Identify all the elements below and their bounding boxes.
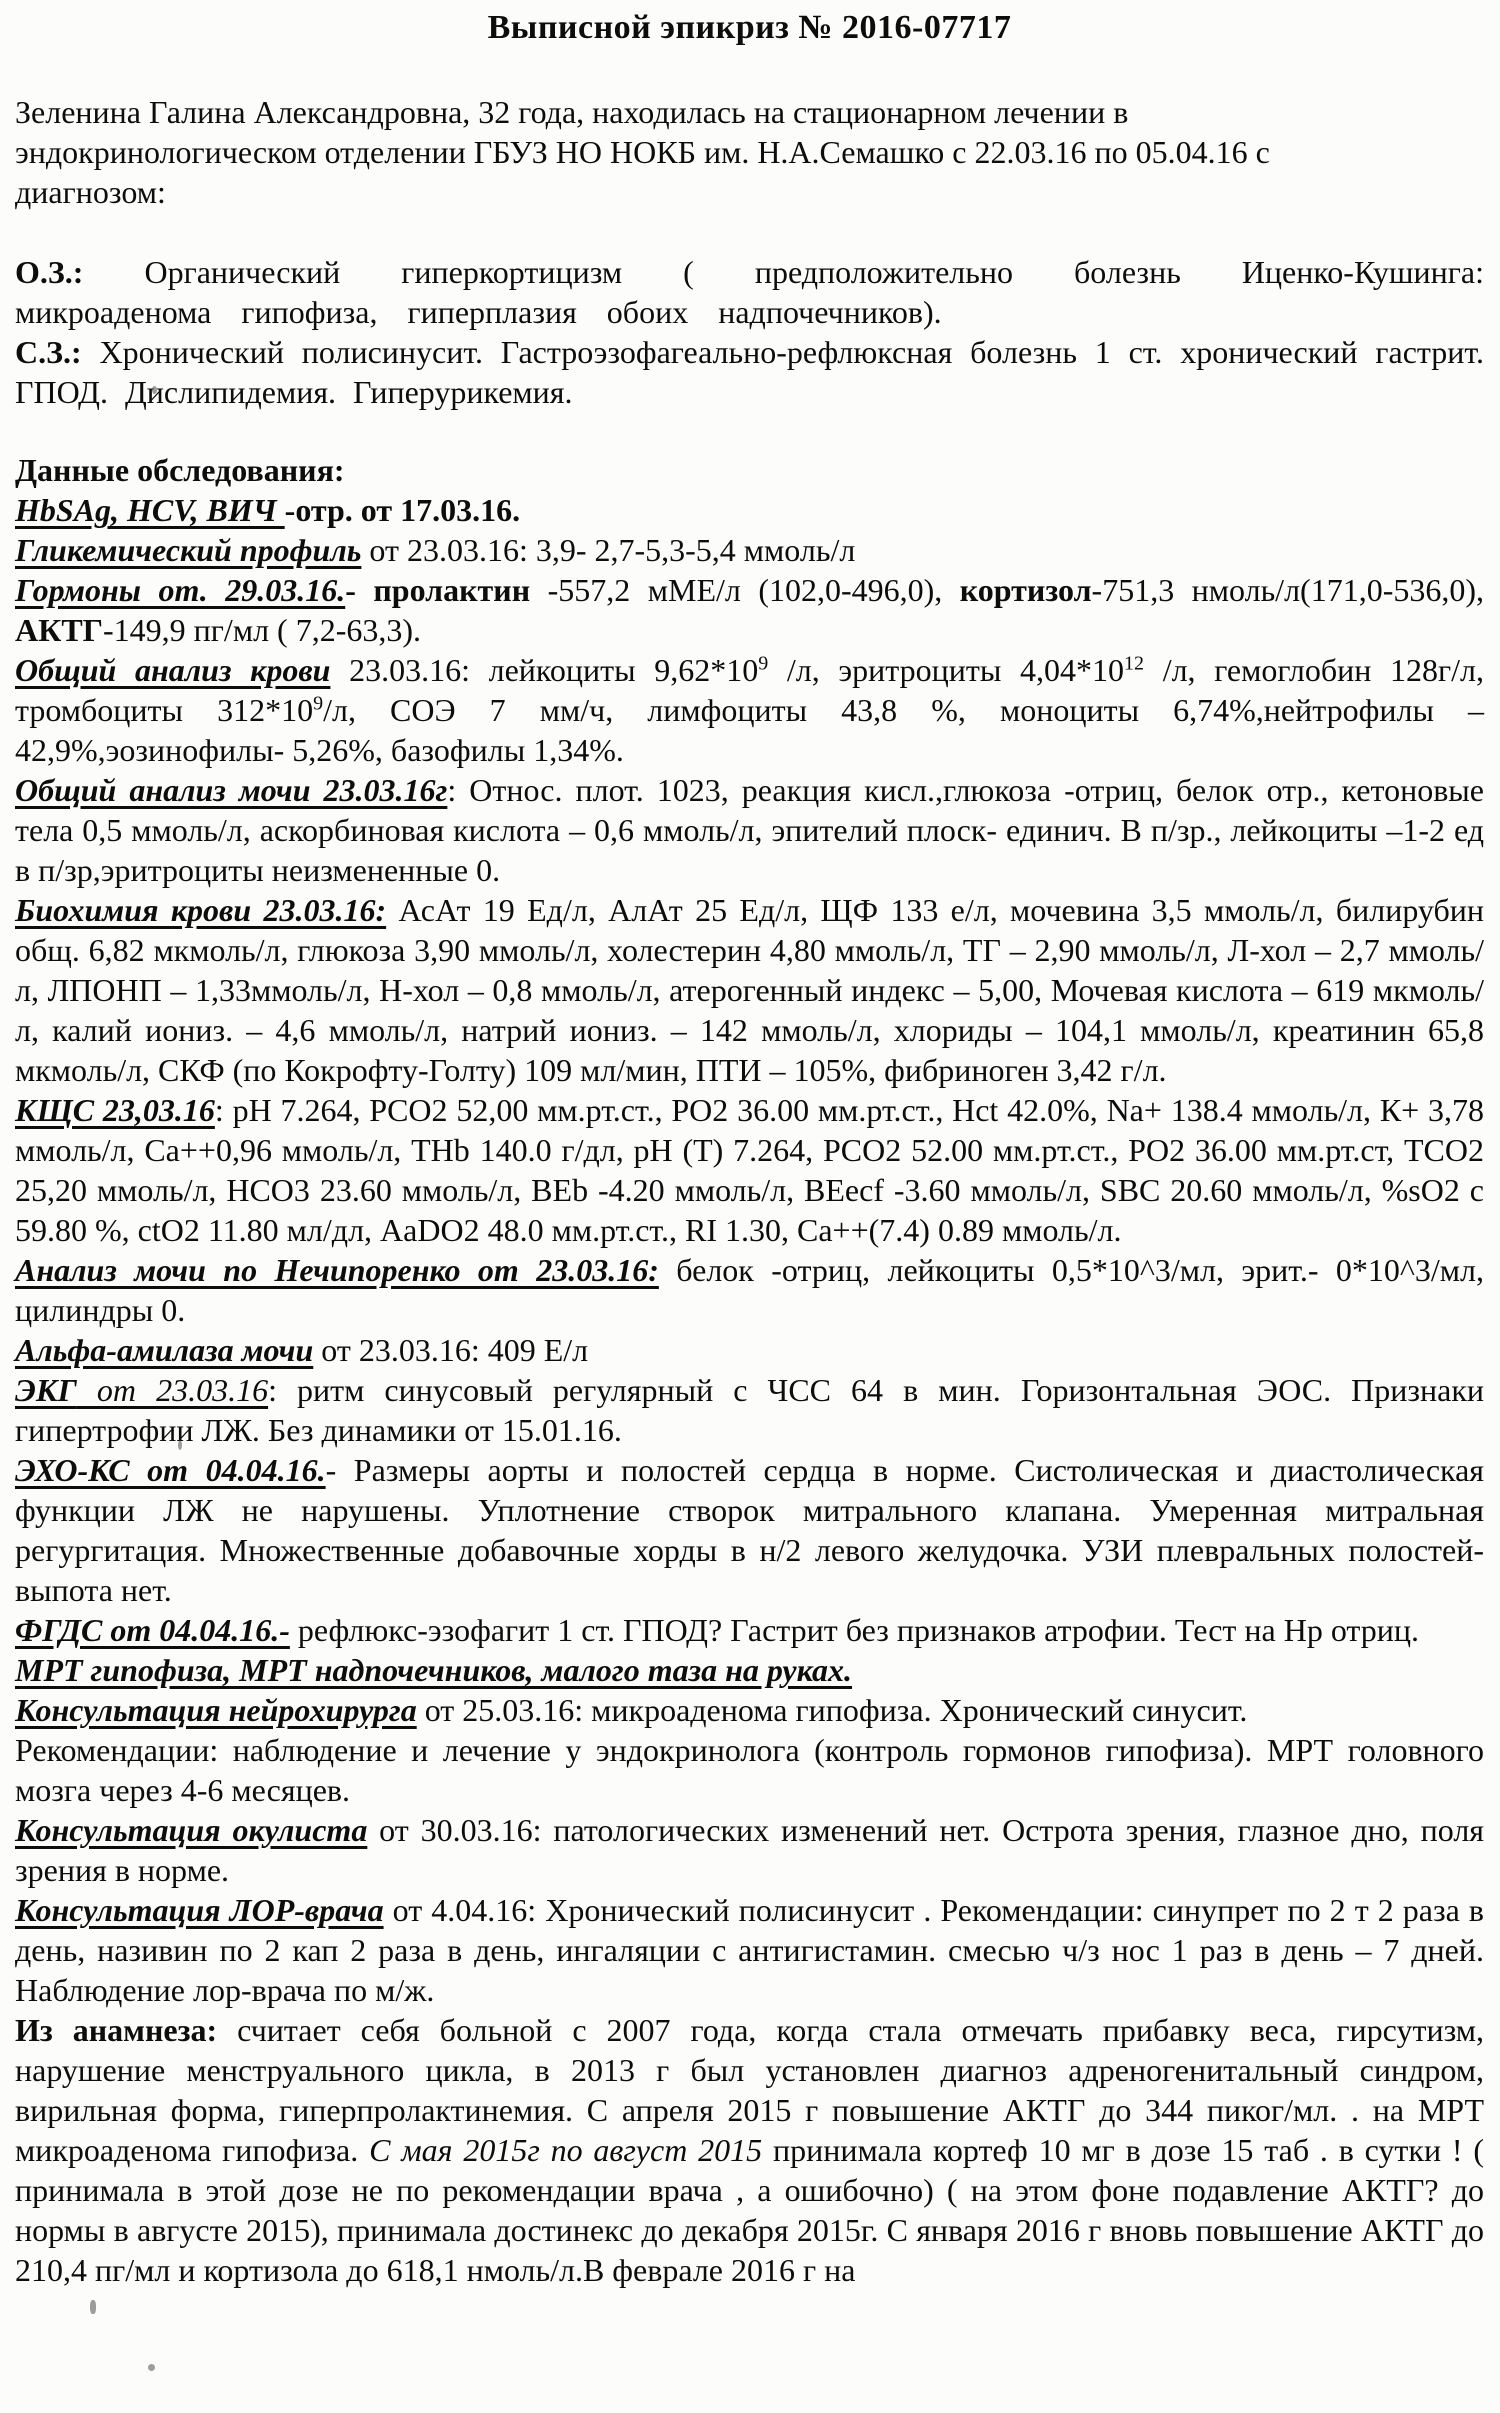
- text-segment: принимала кортеф 10 мг в дозе 15 таб . в сутки ! ( принимала в этой дозе не по рекомендации врача , а ошибочно) ( на этом фоне подавление АКТГ? до нормы в августе 2015), принимала достинекс до декабря 2015г. С января 2016 г вновь повышение АКТГ до 210,4 пг/мл и кортизола до 618,1 нмоль/л.В феврале 2016 г на: [15, 2132, 1485, 2288]
- text-segment: Зеленина Галина Александровна, 32 года, находилась на стационарном лечении в эндокринологическом отделении ГБУЗ НО НОКБ им. Н.А.Семашко с 22.03.16 по 05.04.16 с диагнозом:: [15, 94, 1270, 210]
- text-segment: 9: [758, 652, 769, 675]
- paragraph-cbc: [15, 650, 1484, 770]
- text-segment: от 23.03.16: [76, 1372, 269, 1408]
- text-segment: 12: [1124, 652, 1145, 675]
- text-segment: -отр. от 17.03.16.: [284, 492, 521, 528]
- text-segment: от 25.03.16: микроаденома гипофиза. Хронический синусит.: [416, 1692, 1248, 1728]
- heading-alpha-amylase: Альфа-амилаза мочи: [15, 1332, 314, 1368]
- paragraph-anamnesis: [15, 2010, 1484, 2290]
- scan-artifact: [152, 386, 157, 394]
- heading-fgds: ФГДС от 04.04.16.-: [15, 1612, 290, 1648]
- paragraph-nechiporenko: [15, 1250, 1484, 1330]
- heading-ent: Консультация ЛОР-врача: [15, 1892, 384, 1928]
- text-segment: пролактин: [373, 572, 531, 608]
- text-segment: рефлюкс-эзофагит 1 ст. ГПОД? Гастрит без признаков атрофии. Тест на Нр отриц.: [289, 1612, 1420, 1648]
- heading-biochemistry: Биохимия крови 23.03.16:: [15, 892, 387, 928]
- text-segment: белок -отриц, лейкоциты 0,5*10^3/мл, эрит.- 0*10^3/мл, цилиндры 0.: [15, 1252, 1485, 1328]
- text-segment: /л, СОЭ 7 мм/ч, лимфоциты 43,8 %, моноциты 6,74%,нейтрофилы – 42,9%,эозинофилы- 5,26%, базофилы 1,34%.: [15, 692, 1485, 768]
- paragraph-hormones: [15, 570, 1484, 650]
- scan-artifact: [148, 2364, 155, 2371]
- heading-oculist: Консультация окулиста: [15, 1812, 368, 1848]
- heading-exam-data: Данные обследования:: [15, 452, 345, 488]
- paragraph-patient-intro: [15, 92, 1345, 212]
- text-segment: /л, эритроциты 4,04*10: [768, 652, 1125, 688]
- paragraph-exam-data-heading: [15, 450, 1484, 490]
- text-segment: -751,3 нмоль/л(171,0-536,0),: [1091, 572, 1485, 608]
- paragraph-acid-base-status: [15, 1090, 1484, 1250]
- paragraph-urinalysis: [15, 770, 1484, 890]
- label-concomitant-diagnosis: С.З.:: [15, 334, 82, 370]
- text-segment: -: [345, 572, 374, 608]
- text-segment: Рекомендации: наблюдение и лечение у эндокринолога (контроль гормонов гипофиза). МРТ головного мозга через 4-6 месяцев.: [15, 1732, 1484, 1808]
- text-segment: С мая 2015г по август 2015: [369, 2132, 763, 2168]
- text-segment: : Относ. плот. 1023, реакция кисл.,глюкоза -отриц, белок отр., кетоновые тела 0,5 ммоль/л, аскорбиновая кислота – 0,6 ммоль/л, эпителий плоск- единич. В п/зр., лейкоциты –1-2 ед в п/зр,эритроциты неизмененные 0.: [15, 772, 1485, 888]
- paragraph-ecg: [15, 1370, 1484, 1450]
- document-title: Выписной эпикриз № 2016-07717: [487, 9, 1012, 46]
- paragraph-diagnosis-main: [15, 252, 1484, 332]
- text-segment: /л, гемоглобин 128г/л, тромбоциты 312*10: [15, 652, 1484, 728]
- text-segment: от 23.03.16: 3,9- 2,7-5,3-5,4 ммоль/л: [361, 532, 856, 568]
- heading-echo-ks: ЭХО-КС от 04.04.16.: [15, 1452, 326, 1488]
- paragraph-fgds: [15, 1610, 1484, 1650]
- paragraph-echo-ks: [15, 1450, 1484, 1610]
- heading-cbc: Общий анализ крови: [15, 652, 331, 688]
- text-segment: от 23.03.16: 409 Е/л: [313, 1332, 589, 1368]
- paragraph-mri-note: [15, 1650, 1484, 1690]
- text-segment: -557,2 мМЕ/л (102,0-496,0),: [530, 572, 960, 608]
- paragraph-serology: [15, 490, 1484, 530]
- heading-ecg: ЭКГ: [15, 1372, 77, 1408]
- scan-artifact: [90, 2300, 96, 2314]
- label-anamnesis: Из анамнеза:: [15, 2012, 218, 2048]
- text-segment: 9: [313, 692, 324, 715]
- heading-nechiporenko: Анализ мочи по Нечипоренко от 23.03.16:: [15, 1252, 659, 1288]
- text-segment: Органический гиперкортицизм ( предположительно болезнь Иценко-Кушинга: микроаденома гипофиза, гиперплазия обоих надпочечников).: [15, 254, 1484, 330]
- heading-neurosurgeon: Консультация нейрохирурга: [15, 1692, 417, 1728]
- text-segment: Хронический полисинусит. Гастроэзофагеально-рефлюксная болезнь 1 ст. хронический гастрит. ГПОД. Дислипидемия. Гиперурикемия.: [15, 334, 1484, 410]
- label-main-diagnosis: О.З.:: [15, 254, 84, 290]
- text-segment: от 4.04.16: Хронический полисинусит . Рекомендации: синупрет по 2 т 2 раза в день, називин по 2 кап 2 раза в день, ингаляции с антигистамин. смесью ч/з нос 1 раз в день – 7 дней. Наблюдение лор-врача по м/ж.: [15, 1892, 1485, 2008]
- scan-artifact: [178, 1440, 182, 1450]
- text-segment: 23.03.16: лейкоциты 9,62*10: [330, 652, 759, 688]
- text-segment: считает себя больной с 2007 года, когда стала отмечать прибавку веса, гирсутизм, нарушение менструального цикла, в 2013 г был установлен диагноз адреногенитальный синдром, вирильная форма, гиперпролактинемия. С апреля 2015 г повышение АКТГ до 344 пиког/мл. . на МРТ микроаденома гипофиза.: [15, 2012, 1485, 2168]
- paragraph-diagnosis-concomitant: [15, 332, 1484, 412]
- heading-hormones: Гормоны от. 29.03.16.: [15, 572, 346, 608]
- paragraph-ent-consult: [15, 1890, 1484, 2010]
- text-segment: : pH 7.264, PCO2 52,00 мм.рт.ст., PO2 36.00 мм.рт.ст., Hct 42.0%, Na+ 138.4 ммоль/л, К+ 3,78 ммоль/л, Ca++0,96 ммоль/л, THb 140.0 г/дл, pH (T) 7.264, PCO2 52.00 мм.рт.ст., PO2 36.00 мм.рт.ст, TCO2 25,20 ммоль/л, HCO3 23.60 ммоль/л, BEb -4.20 ммоль/л, BEecf -3.60 ммоль/л, SBC 20.60 ммоль/л, %sO2 с 59.80 %, ctO2 11.80 мл/дл, AaDO2 48.0 мм.рт.ст., RI 1.30, Ca++(7.4) 0.89 ммоль/л.: [15, 1092, 1485, 1248]
- paragraph-neurosurgeon-consult: [15, 1690, 1484, 1810]
- heading-acid-base: КЩС 23,03.16: [15, 1092, 215, 1128]
- heading-urinalysis: Общий анализ мочи 23.03.16г: [15, 772, 448, 808]
- text-segment: от 30.03.16: патологических изменений нет. Острота зрения, глазное дно, поля зрения в норме.: [15, 1812, 1485, 1888]
- paragraph-oculist-consult: [15, 1810, 1484, 1890]
- heading-mri-note: МРТ гипофиза, МРТ надпочечников, малого таза на руках.: [15, 1652, 853, 1688]
- text-segment: АсАт 19 Ед/л, АлАт 25 Ед/л, ЩФ 133 е/л, мочевина 3,5 ммоль/л, билирубин общ. 6,82 мкмоль/л, глюкоза 3,90 ммоль/л, холестерин 4,80 ммоль/л, ТГ – 2,90 ммоль/л, Л-хол – 2,7 ммоль/л, ЛПОНП – 1,33ммоль/л, Н-хол – 0,8 ммоль/л, атерогенный индекс – 5,00, Мочевая кислота – 619 мкмоль/л, калий иониз. – 4,6 ммоль/л, натрий иониз. – 142 ммоль/л, хлориды – 104,1 ммоль/л, креатинин 65,8 мкмоль/л, СКФ (по Кокрофту-Голту) 109 мл/мин, ПТИ – 105%, фибриноген 3,42 г/л.: [15, 892, 1485, 1088]
- heading-serology: HbSAg, HCV, ВИЧ: [15, 492, 285, 528]
- text-segment: АКТГ: [15, 612, 104, 648]
- text-segment: : ритм синусовый регулярный с ЧСС 64 в мин. Горизонтальная ЭОС. Признаки гипертрофии ЛЖ. Без динамики от 15.01.16.: [15, 1372, 1485, 1448]
- text-segment: кортизол: [959, 572, 1092, 608]
- paragraph-glycemic-profile: [15, 530, 1484, 570]
- paragraph-alpha-amylase: [15, 1330, 1484, 1370]
- text-segment: -149,9 пг/мл ( 7,2-63,3).: [103, 612, 421, 648]
- paragraph-biochemistry: [15, 890, 1484, 1090]
- heading-glycemic-profile: Гликемический профиль: [15, 532, 362, 568]
- text-segment: - Размеры аорты и полостей сердца в норме. Систолическая и диастолическая функции ЛЖ не нарушены. Уплотнение створок митрального клапана. Умеренная митральная регургитация. Множественные добавочные хорды в н/2 левого желудочка. УЗИ плевральных полостей- выпота нет.: [15, 1452, 1484, 1608]
